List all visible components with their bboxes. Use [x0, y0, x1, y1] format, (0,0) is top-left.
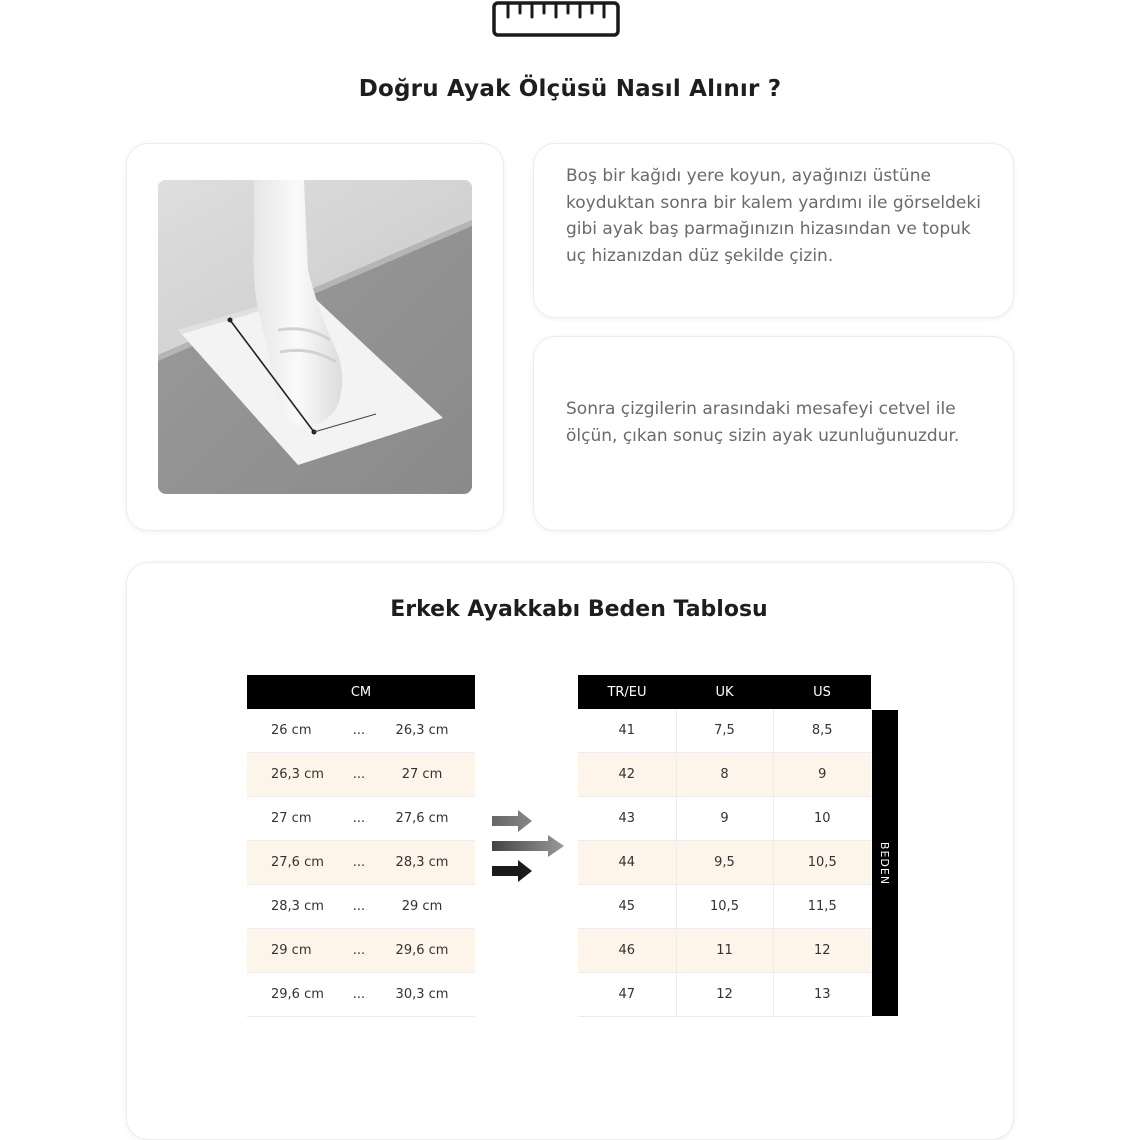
cm-from: 29,6 cm	[247, 973, 349, 1017]
size-uk: 11	[676, 929, 773, 973]
table-row	[247, 841, 475, 885]
size-tr-eu: 47	[578, 973, 676, 1017]
size-tr-eu: 41	[578, 709, 676, 753]
beden-side-label: BEDEN	[878, 841, 892, 885]
size-uk: 7,5	[676, 709, 773, 753]
cm-separator: ...	[349, 885, 369, 929]
cm-header: CM	[247, 675, 475, 709]
size-chart-title: Erkek Ayakkabı Beden Tablosu	[390, 597, 768, 622]
page-title: Doğru Ayak Ölçüsü Nasıl Alınır ?	[358, 76, 782, 102]
cm-from: 28,3 cm	[247, 885, 349, 929]
size-tr-eu: 44	[578, 841, 676, 885]
table-row	[578, 797, 871, 841]
cm-separator: ...	[349, 929, 369, 973]
cm-separator: ...	[349, 841, 369, 885]
ruler-icon	[491, 0, 621, 38]
size-us: 9	[773, 753, 871, 797]
size-tr-eu: 43	[578, 797, 676, 841]
photo-card	[126, 143, 504, 531]
size-us: 8,5	[773, 709, 871, 753]
cm-separator: ...	[349, 709, 369, 753]
table-row	[247, 709, 475, 753]
table-row	[247, 973, 475, 1017]
cm-to: 28,3 cm	[369, 841, 475, 885]
table-row	[578, 973, 871, 1017]
table-row	[247, 753, 475, 797]
table-row	[247, 885, 475, 929]
cm-to: 27 cm	[369, 753, 475, 797]
cm-to: 29,6 cm	[369, 929, 475, 973]
cm-to: 30,3 cm	[369, 973, 475, 1017]
size-header-tr-eu: TR/EU	[578, 675, 676, 709]
cm-table	[247, 675, 475, 1017]
arrows-right-icon	[488, 806, 568, 886]
cm-separator: ...	[349, 973, 369, 1017]
size-header-us: US	[773, 675, 871, 709]
cm-from: 26 cm	[247, 709, 349, 753]
instruction-step-2-text: Sonra çizgilerin arasındaki mesafeyi cetvel ile ölçün, çıkan sonuç sizin ayak uzunluğunuzdur.	[566, 399, 960, 446]
size-us: 11,5	[773, 885, 871, 929]
size-uk: 9	[676, 797, 773, 841]
cm-from: 27 cm	[247, 797, 349, 841]
beden-side-label-wrap	[872, 710, 898, 1016]
table-row	[578, 885, 871, 929]
size-tr-eu: 42	[578, 753, 676, 797]
size-us: 12	[773, 929, 871, 973]
size-uk: 12	[676, 973, 773, 1017]
instruction-step-2-card	[533, 336, 1014, 531]
instruction-step-1-text: Boş bir kağıdı yere koyun, ayağınızı üstüne koyduktan sonra bir kalem yardımı ile görseldeki gibi ayak baş parmağınızın hizasından ve topuk uç hizanızdan düz şekilde çizin.	[566, 166, 981, 266]
cm-to: 26,3 cm	[369, 709, 475, 753]
cm-from: 29 cm	[247, 929, 349, 973]
cm-separator: ...	[349, 753, 369, 797]
size-table	[578, 675, 871, 1017]
table-row	[247, 929, 475, 973]
table-row	[578, 841, 871, 885]
size-uk: 8	[676, 753, 773, 797]
table-row	[247, 797, 475, 841]
cm-separator: ...	[349, 797, 369, 841]
size-tr-eu: 46	[578, 929, 676, 973]
size-us: 13	[773, 973, 871, 1017]
instruction-step-1-card	[533, 143, 1014, 318]
cm-to: 29 cm	[369, 885, 475, 929]
cm-to: 27,6 cm	[369, 797, 475, 841]
size-uk: 10,5	[676, 885, 773, 929]
size-header-uk: UK	[676, 675, 773, 709]
foot-measurement-photo	[158, 180, 472, 494]
size-uk: 9,5	[676, 841, 773, 885]
size-tr-eu: 45	[578, 885, 676, 929]
cm-from: 26,3 cm	[247, 753, 349, 797]
table-row	[578, 753, 871, 797]
table-row	[578, 929, 871, 973]
size-us: 10,5	[773, 841, 871, 885]
table-row	[578, 709, 871, 753]
size-us: 10	[773, 797, 871, 841]
cm-from: 27,6 cm	[247, 841, 349, 885]
